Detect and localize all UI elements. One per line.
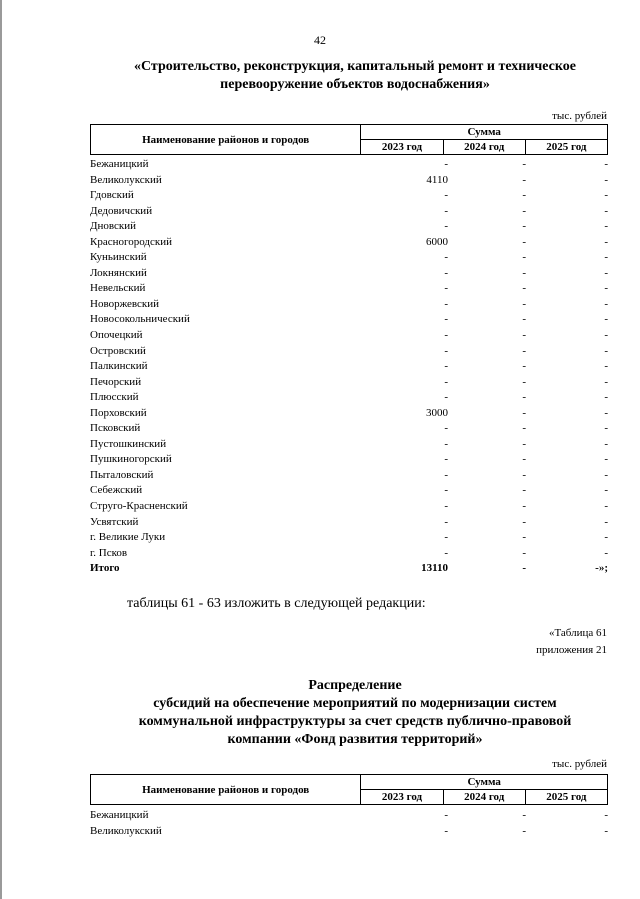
value-2024: - xyxy=(522,158,526,170)
value-2025: -»; xyxy=(595,562,608,575)
value-2025: - xyxy=(604,220,608,233)
district-name: Новоржевский xyxy=(90,297,160,310)
value-2023: - xyxy=(444,189,448,202)
page-edge xyxy=(0,0,2,899)
table-row xyxy=(90,297,608,313)
table-reference-line2: приложения 21 xyxy=(536,644,607,656)
district-name: Себежский xyxy=(90,484,143,497)
value-2023: - xyxy=(444,375,448,388)
district-name: Дновский xyxy=(90,220,137,233)
table-row xyxy=(90,406,608,422)
table-row xyxy=(90,437,608,453)
value-2025: - xyxy=(604,313,608,326)
amendment-note: таблицы 61 - 63 изложить в следующей редакции: xyxy=(127,596,426,611)
district-name: Итого xyxy=(90,562,120,575)
value-2024: - xyxy=(522,406,526,419)
year-2023-header: 2023 год xyxy=(361,790,443,805)
table-row xyxy=(90,312,608,328)
value-2024: - xyxy=(522,173,526,186)
value-2024: - xyxy=(522,484,526,497)
district-name: г. Псков xyxy=(90,546,128,559)
value-2023: - xyxy=(444,422,448,435)
table-row xyxy=(90,188,608,204)
year-2023-header: 2023 год xyxy=(361,140,443,155)
table-row xyxy=(90,530,608,546)
district-name: Опочецкий xyxy=(90,329,143,342)
district-name: Палкинский xyxy=(90,360,148,373)
table-row xyxy=(90,266,608,282)
value-2025: - xyxy=(604,824,608,837)
value-2024: - xyxy=(522,546,526,559)
value-2023: - xyxy=(444,297,448,310)
value-2024: - xyxy=(522,391,526,404)
table-row xyxy=(90,452,608,468)
year-2024-header: 2024 год xyxy=(443,790,525,805)
value-2024: - xyxy=(522,235,526,248)
section1-title-line2: перевооружение объектов водоснабжения» xyxy=(220,77,490,92)
value-2024: - xyxy=(522,266,526,279)
value-2025: - xyxy=(604,375,608,388)
value-2023: - xyxy=(444,313,448,326)
table-row xyxy=(90,173,608,189)
district-name: Усвятский xyxy=(90,515,139,528)
value-2023: 6000 xyxy=(426,235,448,248)
section2-rows xyxy=(90,808,608,839)
value-2023: - xyxy=(444,344,448,357)
district-name: Великолукский xyxy=(90,173,162,186)
value-2023: - xyxy=(444,824,448,837)
value-2024: - xyxy=(522,297,526,310)
table-reference-line1: «Таблица 61 xyxy=(548,627,607,639)
table-row xyxy=(90,235,608,251)
value-2023: - xyxy=(444,437,448,450)
district-name: Плюсский xyxy=(90,391,139,404)
value-2024: - xyxy=(522,422,526,435)
value-2024: - xyxy=(522,360,526,373)
value-2023: 4110 xyxy=(426,173,448,186)
section2-units: тыс. рублей xyxy=(552,758,607,770)
district-name: Пыталовский xyxy=(90,468,154,481)
value-2024: - xyxy=(522,282,526,295)
value-2024: - xyxy=(522,204,526,217)
value-2024: - xyxy=(522,437,526,450)
value-2023: - xyxy=(444,391,448,404)
value-2023: - xyxy=(444,500,448,513)
table-row xyxy=(90,375,608,391)
table-row xyxy=(90,390,608,406)
value-2023: - xyxy=(444,546,448,559)
value-2025: - xyxy=(604,235,608,248)
section2-title-line1: Распределение xyxy=(308,678,402,693)
value-2024: - xyxy=(522,375,526,388)
value-2025: - xyxy=(604,453,608,466)
district-name: Красногородский xyxy=(90,235,173,248)
section2-title-line4: компании «Фонд развития территорий» xyxy=(227,732,483,747)
value-2025: - xyxy=(604,406,608,419)
value-2024: - xyxy=(522,531,526,544)
value-2024: - xyxy=(522,562,526,575)
value-2023: - xyxy=(444,484,448,497)
table-row xyxy=(90,204,608,220)
table-row xyxy=(90,250,608,266)
value-2023: - xyxy=(444,329,448,342)
page-number: 42 xyxy=(314,33,326,47)
district-name: Куньинский xyxy=(90,251,147,264)
district-name: Бежаницкий xyxy=(90,158,149,170)
value-2024: - xyxy=(522,344,526,357)
value-2023: 3000 xyxy=(426,406,448,419)
value-2023: - xyxy=(444,282,448,295)
section1-table-header xyxy=(90,124,608,155)
table-row xyxy=(90,468,608,484)
year-2025-header: 2025 год xyxy=(525,790,607,805)
district-name: Печорский xyxy=(90,375,142,388)
value-2023: - xyxy=(444,204,448,217)
value-2023: - xyxy=(444,360,448,373)
district-name: Псковский xyxy=(90,422,141,435)
section2-title-line2: субсидий на обеспечение мероприятий по модернизации систем xyxy=(153,696,557,711)
table-row xyxy=(90,359,608,375)
district-name: г. Великие Луки xyxy=(90,531,166,544)
value-2025: - xyxy=(604,437,608,450)
district-name: Пушкиногорский xyxy=(90,453,172,466)
value-2025: - xyxy=(604,173,608,186)
value-2025: - xyxy=(604,282,608,295)
value-2025: - xyxy=(604,329,608,342)
value-2023: - xyxy=(444,158,448,170)
value-2024: - xyxy=(522,500,526,513)
district-name: Локнянский xyxy=(90,266,147,279)
value-2024: - xyxy=(522,220,526,233)
table-row xyxy=(90,344,608,360)
section1-title xyxy=(90,58,620,94)
value-2025: - xyxy=(604,251,608,264)
value-2025: - xyxy=(604,422,608,435)
table-row xyxy=(90,546,608,562)
name-column-header: Наименование районов и городов xyxy=(91,125,361,155)
section2-title-line3: коммунальной инфраструктуры за счет средств публично-правовой xyxy=(138,714,572,729)
table-row xyxy=(90,499,608,515)
table-row xyxy=(90,219,608,235)
value-2023: - xyxy=(444,468,448,481)
value-2024: - xyxy=(522,313,526,326)
table-row xyxy=(90,157,608,173)
value-2025: - xyxy=(604,297,608,310)
value-2025: - xyxy=(604,531,608,544)
district-name: Порховский xyxy=(90,406,147,419)
value-2024: - xyxy=(522,189,526,202)
value-2025: - xyxy=(604,189,608,202)
value-2023: - xyxy=(444,220,448,233)
value-2023: 13110 xyxy=(421,562,448,575)
table-row xyxy=(90,281,608,297)
year-2024-header: 2024 год xyxy=(443,140,525,155)
value-2023: - xyxy=(444,453,448,466)
district-name: Невельский xyxy=(90,282,146,295)
value-2023: - xyxy=(444,515,448,528)
value-2024: - xyxy=(522,453,526,466)
value-2024: - xyxy=(522,824,526,837)
value-2024: - xyxy=(522,468,526,481)
value-2025: - xyxy=(604,204,608,217)
value-2025: - xyxy=(604,266,608,279)
year-2025-header: 2025 год xyxy=(525,140,607,155)
value-2025: - xyxy=(604,344,608,357)
value-2025: - xyxy=(604,158,608,170)
district-name: Великолукский xyxy=(90,824,162,837)
table-row xyxy=(90,421,608,437)
district-name: Островский xyxy=(90,344,146,357)
value-2025: - xyxy=(604,500,608,513)
value-2025: - xyxy=(604,809,608,821)
value-2025: - xyxy=(604,515,608,528)
section2-table-header xyxy=(90,774,608,805)
district-name: Гдовский xyxy=(90,189,134,202)
value-2025: - xyxy=(604,468,608,481)
table-row xyxy=(90,328,608,344)
value-2023: - xyxy=(444,251,448,264)
section2-title xyxy=(90,677,620,749)
district-name: Новосокольнический xyxy=(90,313,190,326)
district-name: Дедовичский xyxy=(90,204,153,217)
section1-units: тыс. рублей xyxy=(552,110,607,122)
table-row xyxy=(90,515,608,531)
section1-rows xyxy=(90,157,608,577)
value-2024: - xyxy=(522,809,526,821)
total-row xyxy=(90,561,608,577)
district-name: Пустошкинский xyxy=(90,437,167,450)
value-2023: - xyxy=(444,809,448,821)
section1-title-line1: «Строительство, реконструкция, капитальный ремонт и техническое xyxy=(133,59,576,74)
value-2025: - xyxy=(604,360,608,373)
value-2025: - xyxy=(604,546,608,559)
table-row xyxy=(90,808,608,824)
value-2023: - xyxy=(444,266,448,279)
sum-header: Сумма xyxy=(361,125,608,140)
table-row xyxy=(90,483,608,499)
district-name: Струго-Красненский xyxy=(90,500,188,513)
sum-header: Сумма xyxy=(361,775,608,790)
table-row xyxy=(90,824,608,840)
value-2023: - xyxy=(444,531,448,544)
value-2025: - xyxy=(604,391,608,404)
value-2024: - xyxy=(522,515,526,528)
value-2024: - xyxy=(522,251,526,264)
name-column-header: Наименование районов и городов xyxy=(91,775,361,805)
value-2024: - xyxy=(522,329,526,342)
district-name: Бежаницкий xyxy=(90,809,149,821)
value-2025: - xyxy=(604,484,608,497)
